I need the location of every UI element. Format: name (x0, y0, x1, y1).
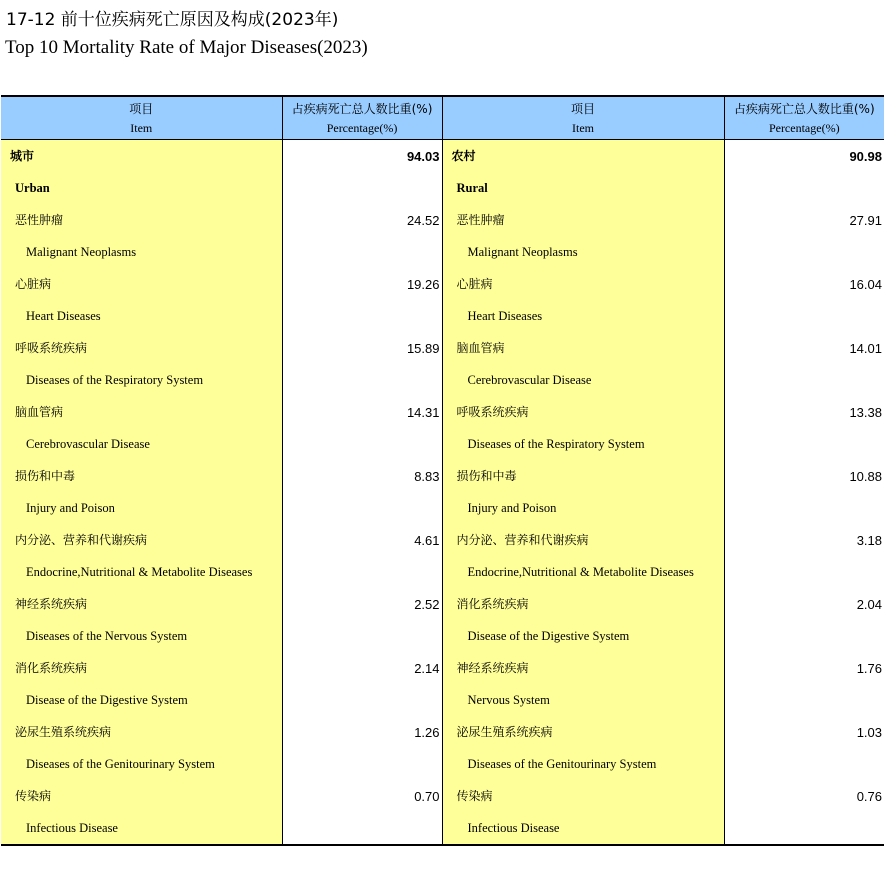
rural-item-en: Malignant Neoplasms (467, 245, 578, 259)
table-row-cn (1, 332, 884, 364)
rural-item-en-cell (442, 684, 724, 716)
urban-item-en-cell (1, 428, 282, 460)
rural-item-en-cell (442, 364, 724, 396)
header-pct-cn: 占疾病死亡总人数比重(%) (291, 101, 433, 116)
urban-pct: 4.61 (282, 524, 442, 556)
urban-pct: 2.14 (282, 652, 442, 684)
rural-pct: 3.18 (724, 524, 884, 556)
table-body (1, 140, 884, 846)
rural-pct: 16.04 (724, 268, 884, 300)
rural-item-en-cell (442, 492, 724, 524)
rural-item-cn-cell (442, 460, 724, 492)
rural-item-cn-cell (442, 652, 724, 684)
urban-item-cn: 脑血管病 (15, 405, 64, 419)
rural-pct: 0.76 (724, 780, 884, 812)
urban-item-en-cell (1, 620, 282, 652)
rural-pct-empty (724, 236, 884, 268)
rural-item-cn: 泌尿生殖系统疾病 (456, 725, 553, 739)
rural-pct: 27.91 (724, 204, 884, 236)
urban-pct: 19.26 (282, 268, 442, 300)
table-row-en (1, 684, 884, 716)
page-title-cn: 17-12 前十位疾病死亡原因及构成(2023年) (6, 10, 339, 30)
header-item-urban (1, 96, 282, 140)
urban-pct: 94.03 (282, 140, 442, 173)
urban-item-cn-cell (1, 652, 282, 684)
urban-item-cn: 神经系统疾病 (15, 597, 88, 611)
group-row-cn (1, 140, 884, 173)
urban-pct: 8.83 (282, 460, 442, 492)
header-pct-en: Percentage(%) (768, 120, 840, 135)
urban-pct: 2.52 (282, 588, 442, 620)
rural-pct: 90.98 (724, 140, 884, 173)
urban-item-cn: 内分泌、营养和代谢疾病 (15, 533, 148, 547)
rural-item-cn-cell (442, 332, 724, 364)
table-row-cn (1, 652, 884, 684)
table-row-cn (1, 716, 884, 748)
urban-item-cn-cell (1, 140, 282, 173)
rural-item-cn: 传染病 (456, 789, 493, 803)
urban-item-cn: 泌尿生殖系统疾病 (15, 725, 112, 739)
rural-item-cn: 农村 (451, 149, 476, 163)
urban-pct-empty (282, 428, 442, 460)
rural-item-en-cell (442, 620, 724, 652)
urban-item-en: Urban (15, 181, 50, 195)
urban-pct-empty (282, 172, 442, 204)
urban-item-cn: 恶性肿瘤 (15, 213, 64, 227)
header-item-rural (442, 96, 724, 140)
urban-item-en-cell (1, 300, 282, 332)
rural-pct-empty (724, 812, 884, 845)
rural-item-cn-cell (442, 268, 724, 300)
table-row-cn (1, 204, 884, 236)
rural-item-en: Cerebrovascular Disease (467, 373, 592, 387)
header-item-cn: 项目 (129, 101, 154, 116)
rural-item-en: Diseases of the Genitourinary System (467, 757, 657, 771)
table-row-cn (1, 588, 884, 620)
header-item-en: Item (130, 120, 153, 135)
header-pct-rural (724, 96, 884, 140)
urban-item-en: Diseases of the Nervous System (26, 629, 188, 643)
table-row-cn (1, 268, 884, 300)
urban-pct-empty (282, 812, 442, 845)
rural-pct-empty (724, 556, 884, 588)
urban-item-en: Diseases of the Respiratory System (26, 373, 204, 387)
rural-pct-empty (724, 684, 884, 716)
urban-pct-empty (282, 620, 442, 652)
rural-pct: 13.38 (724, 396, 884, 428)
rural-pct: 1.03 (724, 716, 884, 748)
rural-pct: 2.04 (724, 588, 884, 620)
urban-pct: 1.26 (282, 716, 442, 748)
rural-item-en-cell (442, 812, 724, 845)
urban-item-en-cell (1, 236, 282, 268)
urban-item-en: Heart Diseases (26, 309, 101, 323)
urban-pct-empty (282, 300, 442, 332)
rural-pct-empty (724, 364, 884, 396)
header-pct-en: Percentage(%) (326, 120, 398, 135)
urban-pct-empty (282, 748, 442, 780)
rural-item-en: Injury and Poison (467, 501, 557, 515)
rural-item-en-cell (442, 236, 724, 268)
rural-pct: 10.88 (724, 460, 884, 492)
rural-pct-empty (724, 428, 884, 460)
urban-item-en: Infectious Disease (26, 821, 118, 835)
rural-item-en: Heart Diseases (467, 309, 543, 323)
urban-item-cn: 心脏病 (15, 277, 52, 291)
urban-pct: 0.70 (282, 780, 442, 812)
urban-item-en: Diseases of the Genitourinary System (26, 757, 215, 771)
rural-item-en: Rural (456, 181, 488, 195)
urban-item-cn-cell (1, 524, 282, 556)
rural-item-cn-cell (442, 140, 724, 173)
table-row-en (1, 748, 884, 780)
rural-item-en: Infectious Disease (467, 821, 560, 835)
rural-pct-empty (724, 492, 884, 524)
header-pct-cn: 占疾病死亡总人数比重(%) (733, 101, 875, 116)
table-row-en (1, 300, 884, 332)
urban-item-cn-cell (1, 396, 282, 428)
rural-item-cn-cell (442, 716, 724, 748)
table-row-en (1, 812, 884, 845)
table-row-en (1, 620, 884, 652)
urban-pct-empty (282, 556, 442, 588)
table-row-en (1, 236, 884, 268)
rural-item-cn: 损伤和中毒 (456, 469, 517, 483)
rural-item-cn: 呼吸系统疾病 (456, 405, 529, 419)
rural-item-en: Diseases of the Respiratory System (467, 437, 645, 451)
urban-pct-empty (282, 684, 442, 716)
urban-item-en-cell (1, 556, 282, 588)
rural-pct: 1.76 (724, 652, 884, 684)
urban-pct-empty (282, 236, 442, 268)
header-row (1, 96, 884, 140)
urban-item-en: Endocrine,Nutritional & Metabolite Diseases (26, 565, 253, 579)
rural-item-en: Endocrine,Nutritional & Metabolite Diseases (467, 565, 694, 579)
rural-pct-empty (724, 620, 884, 652)
rural-pct: 14.01 (724, 332, 884, 364)
rural-item-en-cell (442, 748, 724, 780)
rural-item-cn-cell (442, 524, 724, 556)
table-row-cn (1, 780, 884, 812)
urban-item-en: Injury and Poison (26, 501, 115, 515)
rural-item-en-cell (442, 556, 724, 588)
urban-item-cn-cell (1, 588, 282, 620)
urban-pct: 24.52 (282, 204, 442, 236)
rural-item-cn-cell (442, 204, 724, 236)
urban-item-cn: 传染病 (15, 789, 52, 803)
header-pct-urban (282, 96, 442, 140)
header-item-en: Item (572, 120, 594, 135)
urban-item-cn: 城市 (10, 149, 35, 163)
rural-item-cn: 消化系统疾病 (456, 597, 529, 611)
mortality-table (1, 95, 884, 846)
urban-item-cn-cell (1, 268, 282, 300)
rural-pct-empty (724, 748, 884, 780)
group-row-en (1, 172, 884, 204)
urban-item-en: Disease of the Digestive System (26, 693, 188, 707)
table-row-en (1, 492, 884, 524)
rural-item-cn-cell (442, 396, 724, 428)
page-title-en: Top 10 Mortality Rate of Major Diseases(2023) (5, 37, 368, 58)
urban-item-en-cell (1, 492, 282, 524)
rural-item-cn: 内分泌、营养和代谢疾病 (456, 533, 589, 547)
rural-pct-empty (724, 172, 884, 204)
rural-item-en: Disease of the Digestive System (467, 629, 630, 643)
urban-item-cn-cell (1, 332, 282, 364)
header-item-cn: 项目 (570, 101, 595, 116)
urban-item-cn-cell (1, 716, 282, 748)
rural-item-cn: 脑血管病 (456, 341, 505, 355)
urban-item-cn-cell (1, 204, 282, 236)
urban-item-cn: 呼吸系统疾病 (15, 341, 88, 355)
urban-pct: 15.89 (282, 332, 442, 364)
rural-item-cn-cell (442, 780, 724, 812)
rural-item-cn: 恶性肿瘤 (456, 213, 505, 227)
table-row-en (1, 364, 884, 396)
urban-pct: 14.31 (282, 396, 442, 428)
urban-pct-empty (282, 492, 442, 524)
urban-item-en-cell (1, 364, 282, 396)
urban-pct-empty (282, 364, 442, 396)
urban-item-cn: 损伤和中毒 (15, 469, 76, 483)
table-row-cn (1, 460, 884, 492)
rural-item-cn: 神经系统疾病 (456, 661, 529, 675)
urban-item-en: Cerebrovascular Disease (26, 437, 150, 451)
table-row-en (1, 428, 884, 460)
rural-item-en-cell (442, 428, 724, 460)
urban-item-cn-cell (1, 460, 282, 492)
rural-item-en: Nervous System (467, 693, 550, 707)
rural-pct-empty (724, 300, 884, 332)
table-row-en (1, 556, 884, 588)
urban-item-en-cell (1, 748, 282, 780)
urban-item-en: Malignant Neoplasms (26, 245, 137, 259)
rural-item-cn-cell (442, 588, 724, 620)
table-row-cn (1, 524, 884, 556)
urban-item-cn-cell (1, 780, 282, 812)
urban-item-en-cell (1, 684, 282, 716)
table-row-cn (1, 396, 884, 428)
rural-item-en-cell (442, 172, 724, 204)
urban-item-en-cell (1, 172, 282, 204)
rural-item-en-cell (442, 300, 724, 332)
urban-item-en-cell (1, 812, 282, 845)
urban-item-cn: 消化系统疾病 (15, 661, 88, 675)
rural-item-cn: 心脏病 (456, 277, 493, 291)
